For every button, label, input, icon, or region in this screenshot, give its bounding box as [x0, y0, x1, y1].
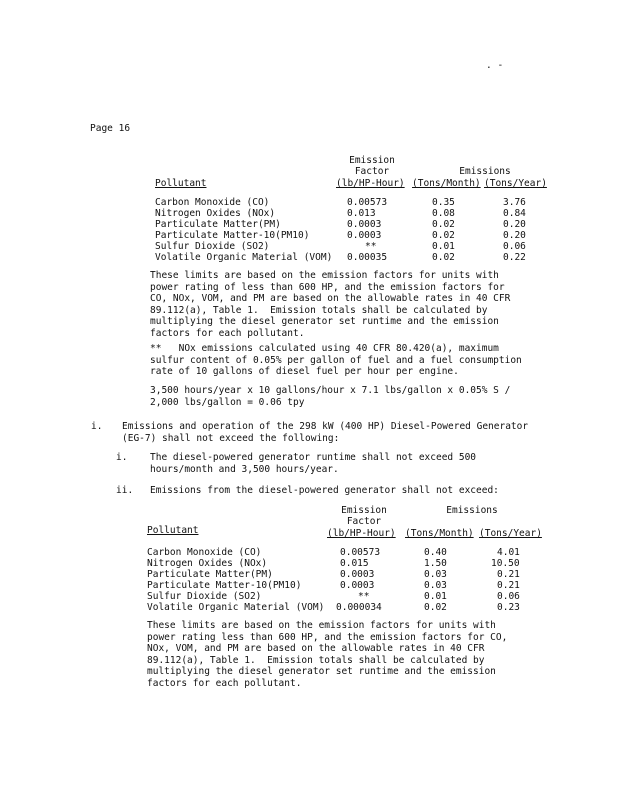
factor-cell: 0.00573	[340, 547, 381, 558]
pollutant-cell: Nitrogen Oxides (NOx)	[155, 208, 276, 219]
tons-month-cell: 0.01	[432, 241, 455, 252]
tons-month-column-header: (Tons/Month)	[405, 528, 474, 539]
tons-year-cell: 3.76	[503, 197, 526, 208]
factor-cell: **	[358, 591, 370, 602]
factor-cell: 0.0003	[340, 569, 375, 580]
page-mark: . -	[486, 60, 504, 71]
factor-cell: 0.015	[340, 558, 369, 569]
table-2-note: These limits are based on the emission factors for units with power rating less than 600 HP, and the emission factors for CO, NOx, VOM, and PM are based on the allowable rates in 40 CFR 89.112(a), Table 1. Emission totals shall be calculated by multiplying the diesel generator set runtime and the emission factors for each pollutant.	[147, 620, 508, 689]
page-number: Page 16	[90, 123, 131, 134]
tons-month-cell: 0.40	[424, 547, 447, 558]
emissions-header: Emissions	[459, 166, 511, 177]
tons-year-cell: 0.22	[503, 252, 526, 263]
tons-month-cell: 0.02	[432, 219, 455, 230]
tons-month-cell: 0.02	[424, 602, 447, 613]
tons-year-cell: 0.23	[497, 602, 520, 613]
factor-cell: 0.00573	[347, 197, 388, 208]
subitem-ii-label: ii.	[116, 485, 134, 496]
tons-year-cell: 4.01	[497, 547, 520, 558]
tons-month-cell: 0.08	[432, 208, 455, 219]
pollutant-column-header: Pollutant	[147, 525, 199, 536]
pollutant-cell: Volatile Organic Material (VOM)	[147, 602, 325, 613]
tons-month-cell: 0.03	[424, 580, 447, 591]
factor-cell: 0.013	[347, 208, 376, 219]
tons-year-cell: 0.84	[503, 208, 526, 219]
tons-month-cell: 1.50	[424, 558, 447, 569]
tons-year-cell: 10.50	[491, 558, 520, 569]
factor-header-line2: Factor	[354, 166, 390, 177]
tons-year-column-header: (Tons/Year)	[479, 528, 542, 539]
pollutant-cell: Sulfur Dioxide (SO2)	[147, 591, 262, 602]
item-label: i.	[91, 421, 103, 432]
pollutant-cell: Carbon Monoxide (CO)	[155, 197, 270, 208]
tons-year-column-header: (Tons/Year)	[484, 178, 547, 189]
subitem-i-label: i.	[116, 452, 128, 463]
subitem-ii-text: Emissions from the diesel-powered generator shall not exceed:	[150, 485, 499, 496]
pollutant-cell: Volatile Organic Material (VOM)	[155, 252, 333, 263]
item-text: Emissions and operation of the 298 kW (400 HP) Diesel-Powered Generator (EG-7) shall not exceed the following:	[122, 421, 529, 444]
tons-year-cell: 0.21	[497, 580, 520, 591]
pollutant-cell: Sulfur Dioxide (SO2)	[155, 241, 270, 252]
so2-calculation: 3,500 hours/year x 10 gallons/hour x 7.1 lbs/gallon x 0.05% S / 2,000 lbs/gallon = 0.06 tpy	[150, 385, 511, 408]
factor-header-line1: Emission	[349, 155, 395, 166]
factor-column-header: (lb/HP-Hour)	[327, 528, 396, 539]
tons-year-cell: 0.06	[503, 241, 526, 252]
nox-footnote: ** NOx emissions calculated using 40 CFR 80.420(a), maximum sulfur content of 0.05% per gallon of fuel and a fuel consumption rate of 10 gallons of diesel fuel per hour per engine.	[150, 343, 522, 377]
pollutant-cell: Particulate Matter-10(PM10)	[147, 580, 302, 591]
tons-year-cell: 0.20	[503, 219, 526, 230]
tons-year-cell: 0.21	[497, 569, 520, 580]
pollutant-cell: Nitrogen Oxides (NOx)	[147, 558, 268, 569]
subitem-i-text: The diesel-powered generator runtime shall not exceed 500 hours/month and 3,500 hours/year.	[150, 452, 477, 475]
factor-cell: 0.000034	[336, 602, 382, 613]
tons-month-cell: 0.01	[424, 591, 447, 602]
factor-cell: 0.00035	[347, 252, 388, 263]
tons-year-cell: 0.20	[503, 230, 526, 241]
tons-month-cell: 0.03	[424, 569, 447, 580]
tons-month-cell: 0.02	[432, 230, 455, 241]
pollutant-cell: Particulate Matter(PM)	[147, 569, 273, 580]
pollutant-cell: Particulate Matter(PM)	[155, 219, 281, 230]
table-1-note: These limits are based on the emission factors for units with power rating of less than 600 HP, and the emission factors for CO, NOx, VOM, and PM are based on the allowable rates in 40 CFR 89.112(a), Table 1. Emission totals shall be calculated by multiplying the diesel generator set runtime and the emission factors for each pollutant.	[150, 270, 511, 339]
factor-header-line2: Factor	[346, 516, 382, 527]
pollutant-cell: Carbon Monoxide (CO)	[147, 547, 262, 558]
tons-month-cell: 0.02	[432, 252, 455, 263]
emissions-header: Emissions	[446, 505, 498, 516]
tons-month-column-header: (Tons/Month)	[412, 178, 481, 189]
factor-cell: 0.0003	[340, 580, 375, 591]
factor-column-header: (lb/HP-Hour)	[336, 178, 405, 189]
pollutant-cell: Particulate Matter-10(PM10)	[155, 230, 310, 241]
tons-year-cell: 0.06	[497, 591, 520, 602]
factor-header-line1: Emission	[341, 505, 387, 516]
pollutant-column-header: Pollutant	[155, 178, 207, 189]
factor-cell: **	[365, 241, 377, 252]
factor-cell: 0.0003	[347, 219, 382, 230]
factor-cell: 0.0003	[347, 230, 382, 241]
tons-month-cell: 0.35	[432, 197, 455, 208]
